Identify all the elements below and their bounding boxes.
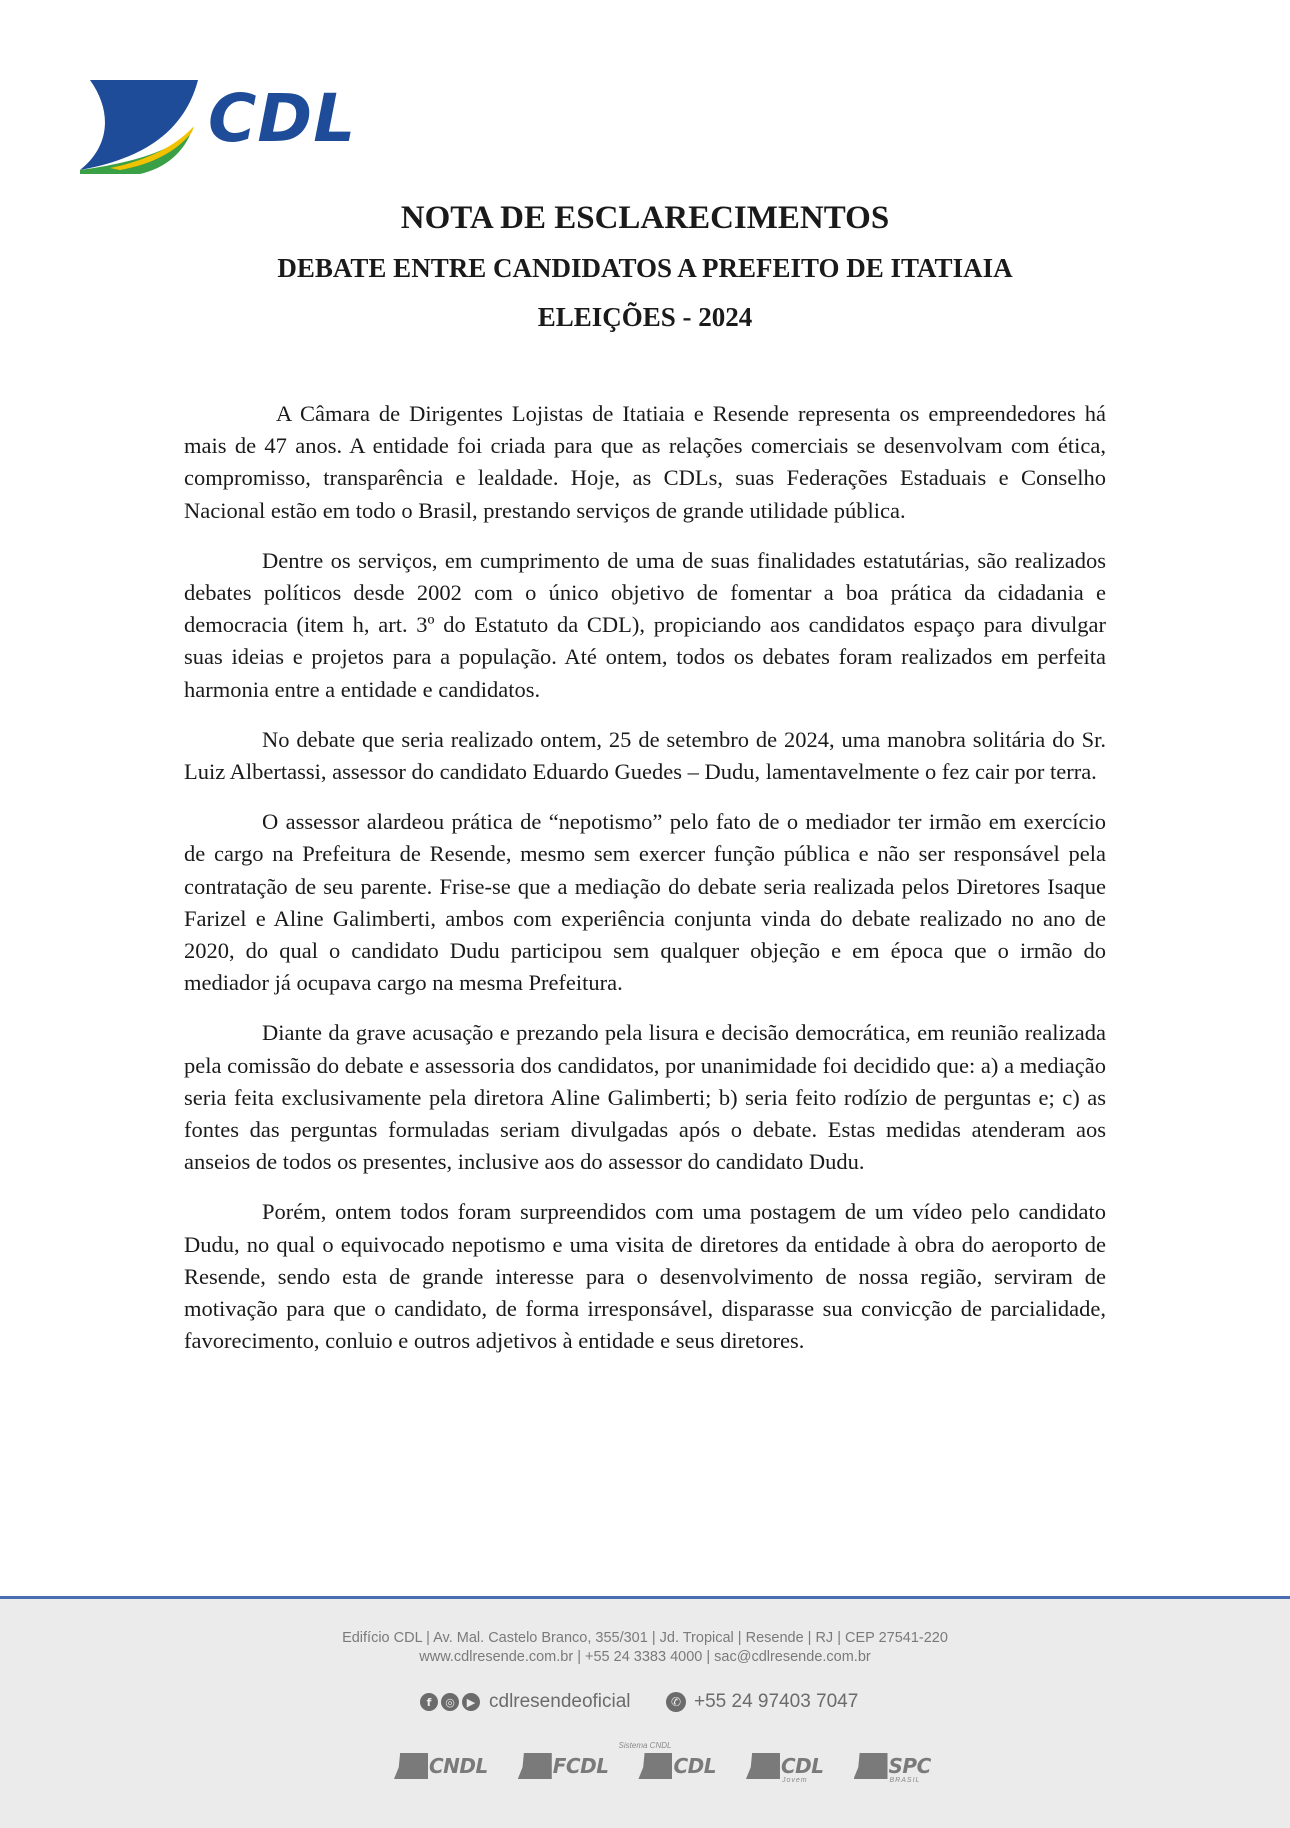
brand-sub: BRASIL — [889, 1777, 921, 1784]
brand-sub: Jovem — [781, 1777, 808, 1784]
brand-cdl — [638, 1753, 716, 1779]
cdl-logo — [80, 78, 360, 178]
brand-mark-icon — [746, 1753, 780, 1779]
brand-logos — [394, 1753, 931, 1784]
social-handle[interactable]: cdlresendeoficial — [489, 1691, 631, 1712]
instagram-icon[interactable]: ◎ — [441, 1693, 459, 1711]
brand-mark-icon — [854, 1753, 888, 1779]
brand-name: CDL — [673, 1754, 716, 1778]
youtube-icon[interactable]: ▶ — [462, 1693, 480, 1711]
paragraph-2: Dentre os serviços, em cumprimento de uma de suas finalidades estatutárias, são realizados debates políticos desde 2002 com o único objetivo de fomentar a boa prática da cidadania e democracia (item h, art. 3º do Estatuto da CDL), propiciando aos candidatos espaço para divulgar suas ideias e projetos para a população. Até ontem, todos os debates foram realizados em perfeita harmonia entre a entidade e candidatos. — [184, 547, 1106, 702]
whatsapp-number[interactable]: +55 24 97403 7047 — [694, 1691, 859, 1712]
address-line: Edifício CDL | Av. Mal. Castelo Branco, 355/301 | Jd. Tropical | Resende | RJ | CEP 27541-220 — [342, 1630, 948, 1646]
contact-line: www.cdlresende.com.br | +55 24 3383 4000 | sac@cdlresende.com.br — [419, 1649, 871, 1665]
brand-name: SPC — [888, 1754, 931, 1778]
document-body — [184, 398, 1106, 1375]
cdl-logo-mark — [80, 78, 210, 174]
brand-name: FCDL — [552, 1754, 609, 1778]
facebook-icon[interactable]: f — [420, 1693, 438, 1711]
paragraph-1: A Câmara de Dirigentes Lojistas de Itatiaia e Resende representa os empreendedores há mais de 47 anos. A entidade foi criada para que as relações comerciais se desenvolvam com ética, compromisso, transparência e lealdade. Hoje, as CDLs, suas Federações Estaduais e Conselho Nacional estão em todo o Brasil, prestando serviços de grande utilidade pública. — [184, 401, 1106, 523]
brand-name: CDL — [780, 1754, 824, 1778]
brand-cndl — [394, 1753, 488, 1779]
page-footer — [0, 1596, 1290, 1828]
document-title: NOTA DE ESCLARECIMENTOS — [400, 200, 890, 236]
brand-mark-icon — [518, 1753, 552, 1779]
social-links — [420, 1691, 631, 1713]
sistema-label: Sistema CNDL — [618, 1741, 672, 1750]
paragraph-3: No debate que seria realizado ontem, 25 de setembro de 2024, uma manobra solitária do Sr. Luiz Albertassi, assessor do candidato Eduardo Guedes – Dudu, lamentavelmente o fez cair por terra. — [184, 726, 1106, 785]
cdl-logo-text: CDL — [208, 80, 357, 157]
document-titles — [0, 200, 1290, 333]
brand-mark-icon — [394, 1753, 428, 1779]
brand-fcdl — [518, 1753, 609, 1779]
footer-address — [0, 1629, 1290, 1667]
whatsapp-contact — [666, 1691, 858, 1713]
whatsapp-icon[interactable]: ✆ — [666, 1692, 686, 1712]
paragraph-6: Porém, ontem todos foram surpreendidos com uma postagem de um vídeo pelo candidato Dudu, no qual o equivocado nepotismo e uma visita de diretores da entidade à obra do aeroporto de Resende, sendo esta de grande interesse para o desenvolvimento de nossa região, serviram de motivação para que o candidato, de forma irresponsável, disparasse sua convicção de parcialidade, favorecimento, conluio e outros adjetivos à entidade e seus diretores. — [184, 1199, 1106, 1354]
document-year: ELEIÇÕES - 2024 — [537, 302, 753, 332]
brand-name: CNDL — [429, 1754, 488, 1778]
document-subtitle: DEBATE ENTRE CANDIDATOS A PREFEITO DE ITATIAIA — [277, 253, 1013, 283]
paragraph-4: O assessor alardeou prática de “nepotismo” pelo fato de o mediador ter irmão em exercício de cargo na Prefeitura de Resende, mesmo sem exercer função pública e não ser responsável pela contratação de seu parente. Frise-se que a mediação do debate seria realizada pelos Diretores Isaque Farizel e Aline Galimberti, ambos com experiência conjunta vinda do debate realizado no ano de 2020, do qual o candidato Dudu participou sem qualquer objeção e em época que o irmão do mediador já ocupava cargo na mesma Prefeitura. — [184, 809, 1106, 996]
paragraph-5: Diante da grave acusação e prezando pela lisura e decisão democrática, em reunião realizada pela comissão do debate e assessoria dos candidatos, por unanimidade foi decidido que: a) a mediação seria feita exclusivamente pela diretora Aline Galimberti; b) seria feito rodízio de perguntas e; c) as fontes das perguntas formuladas seriam divulgadas após o debate. Estas medidas atenderam aos anseios de todos os presentes, inclusive aos do assessor do candidato Dudu. — [184, 1020, 1106, 1175]
brand-mark-icon — [638, 1753, 672, 1779]
brand-cdl-jovem — [746, 1753, 824, 1784]
brand-spc-brasil — [854, 1753, 931, 1784]
